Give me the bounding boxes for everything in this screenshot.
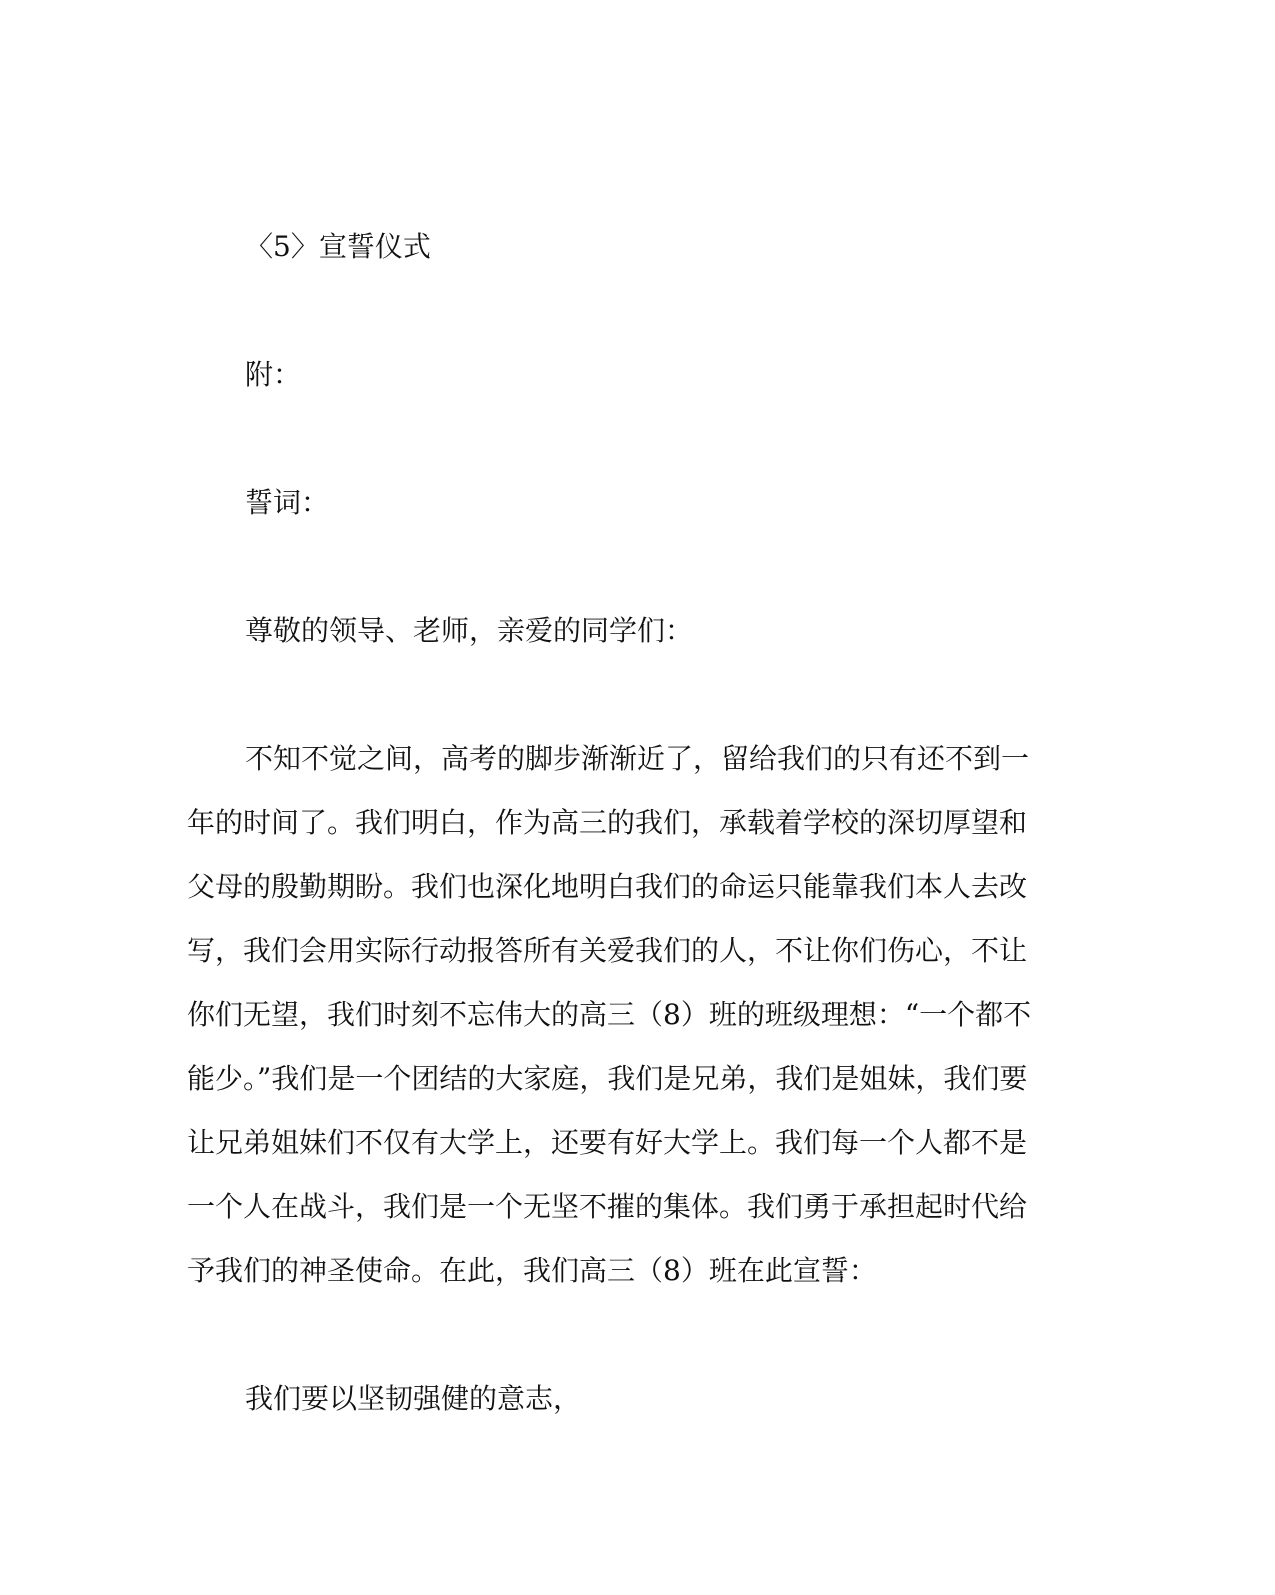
appendix-label: 附： bbox=[245, 358, 302, 391]
paragraph-line: 让兄弟姐妹们不仅有大学上，还要有好大学上。我们每一个人都不是 bbox=[187, 1126, 1028, 1159]
paragraph-line: 能少。”我们是一个团结的大家庭，我们是兄弟，我们是姐妹，我们要 bbox=[187, 1062, 1028, 1095]
paragraph-line: 不知不觉之间，高考的脚步渐渐近了，留给我们的只有还不到一 bbox=[245, 742, 1030, 775]
paragraph-line: 你们无望，我们时刻不忘伟大的高三（8）班的班级理想：“一个都不 bbox=[187, 998, 1032, 1031]
paragraph-line: 写，我们会用实际行动报答所有关爱我们的人，不让你们伤心，不让 bbox=[187, 934, 1028, 967]
oath-label: 誓词： bbox=[245, 486, 330, 519]
paragraph-line: 父母的殷勤期盼。我们也深化地明白我们的命运只能靠我们本人去改 bbox=[187, 870, 1028, 903]
pledge-line: 我们要以坚韧强健的意志， bbox=[245, 1382, 582, 1415]
paragraph-line: 一个人在战斗，我们是一个无坚不摧的集体。我们勇于承担起时代给 bbox=[187, 1190, 1028, 1223]
paragraph-line: 年的时间了。我们明白，作为高三的我们，承载着学校的深切厚望和 bbox=[187, 806, 1028, 839]
greeting-line: 尊敬的领导、老师，亲爱的同学们： bbox=[245, 614, 694, 647]
section-heading: 〈5〉宣誓仪式 bbox=[245, 230, 431, 263]
paragraph-line: 予我们的神圣使命。在此，我们高三（8）班在此宣誓： bbox=[187, 1254, 877, 1287]
